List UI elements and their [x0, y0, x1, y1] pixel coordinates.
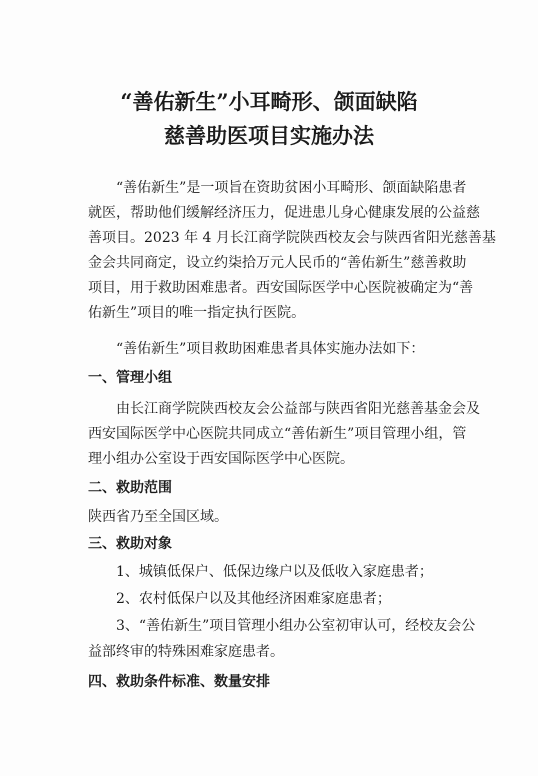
lead-sentence: “善佑新生”项目救助困难患者具体实施办法如下：	[116, 341, 425, 357]
section-line: 2、农村低保户以及其他经济困难家庭患者；	[116, 591, 391, 607]
intro-line: 就医，帮助他们缓解经济压力，促进患儿身心健康发展的公益慈	[88, 205, 480, 221]
section-line: 由长江商学院陕西校友会公益部与陕西省阳光慈善基金会及	[116, 401, 480, 417]
section-line: 陕西省乃至全国区域。	[88, 509, 228, 525]
section-line: 1、城镇低保户、低保边缘户以及低收入家庭患者；	[116, 564, 433, 580]
section-line: 理小组办公室设于西安国际医学中心医院。	[88, 451, 354, 467]
intro-line: 善项目。2023 年 4 月长江商学院陕西校友会与陕西省阳光慈善基	[88, 230, 496, 246]
document-title-line-2: 慈善助医项目实施办法	[164, 123, 374, 148]
section-line: 益部终审的特殊困难家庭患者。	[88, 644, 284, 660]
section-heading: 三、救助对象	[88, 536, 172, 552]
intro-line: 金会共同商定，设立约柒拾万元人民币的“善佑新生”慈善救助	[88, 255, 467, 271]
section-heading: 二、救助范围	[88, 480, 172, 496]
section-line: 3、“善佑新生”项目管理小组办公室初审认可，经校友会公	[116, 618, 476, 634]
intro-line: “善佑新生”是一项旨在资助贫困小耳畸形、颌面缺陷患者	[116, 180, 467, 196]
intro-line: 项目，用于救助困难患者。西安国际医学中心医院被确定为“善	[88, 280, 474, 296]
intro-line: 佑新生”项目的唯一指定执行医院。	[88, 305, 306, 321]
document-title-line-1: “善佑新生”小耳畸形、颌面缺陷	[120, 89, 418, 114]
section-heading: 一、管理小组	[88, 370, 172, 386]
section-heading: 四、救助条件标准、数量安排	[88, 674, 270, 690]
section-line: 西安国际医学中心医院共同成立“善佑新生”项目管理小组，管	[88, 426, 467, 442]
